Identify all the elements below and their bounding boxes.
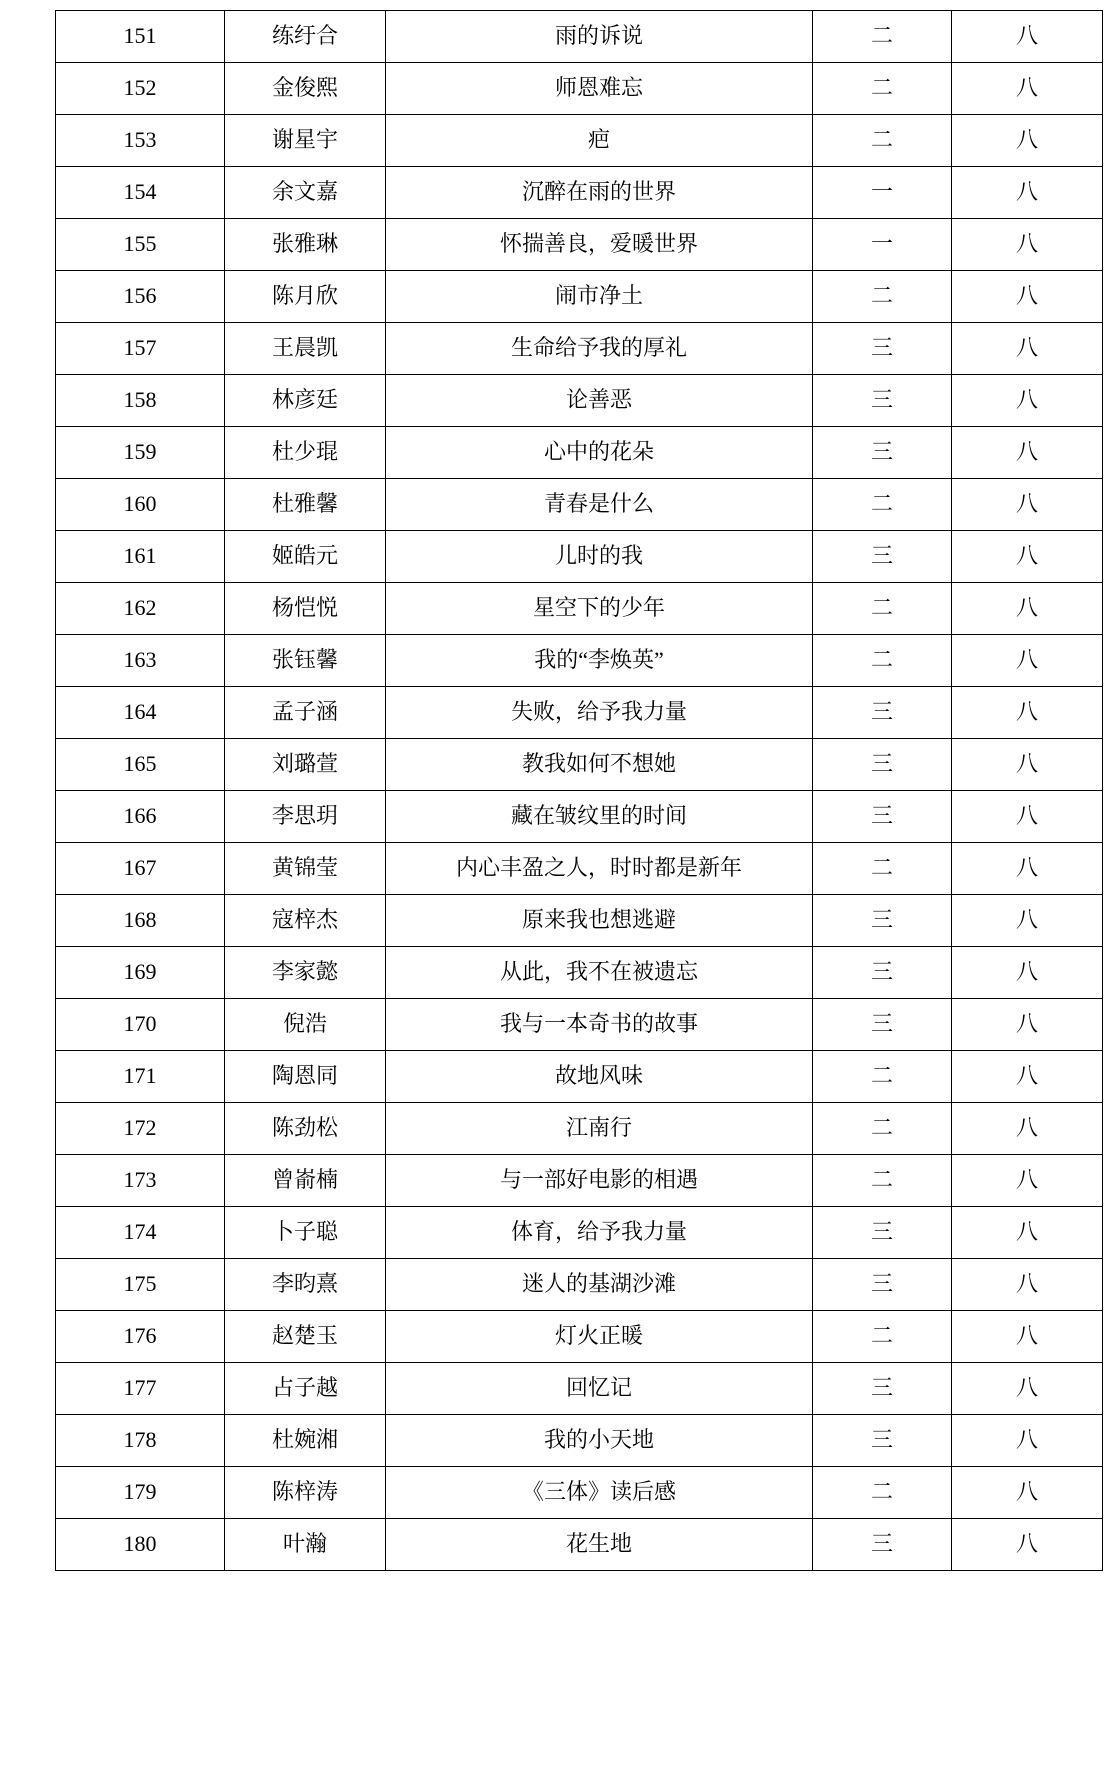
cell-class: 八 <box>952 11 1103 63</box>
cell-name: 杨恺悦 <box>225 583 386 635</box>
cell-title: 失败，给予我力量 <box>386 687 813 739</box>
cell-grade: 三 <box>813 323 952 375</box>
cell-class: 八 <box>952 1051 1103 1103</box>
cell-class: 八 <box>952 895 1103 947</box>
cell-title: 与一部好电影的相遇 <box>386 1155 813 1207</box>
cell-class: 八 <box>952 791 1103 843</box>
cell-no: 176 <box>56 1311 225 1363</box>
cell-name: 陶恩同 <box>225 1051 386 1103</box>
cell-title: 闹市净土 <box>386 271 813 323</box>
cell-class: 八 <box>952 1259 1103 1311</box>
table-row <box>56 583 1103 635</box>
cell-name: 李家懿 <box>225 947 386 999</box>
cell-name: 李思玥 <box>225 791 386 843</box>
cell-title: 师恩难忘 <box>386 63 813 115</box>
cell-name: 叶瀚 <box>225 1519 386 1571</box>
cell-grade: 三 <box>813 375 952 427</box>
table-row <box>56 63 1103 115</box>
table-row <box>56 1155 1103 1207</box>
cell-name: 陈劲松 <box>225 1103 386 1155</box>
cell-no: 177 <box>56 1363 225 1415</box>
cell-title: 迷人的基湖沙滩 <box>386 1259 813 1311</box>
cell-no: 159 <box>56 427 225 479</box>
cell-grade: 三 <box>813 947 952 999</box>
cell-grade: 一 <box>813 167 952 219</box>
cell-grade: 三 <box>813 1207 952 1259</box>
cell-name: 占子越 <box>225 1363 386 1415</box>
cell-class: 八 <box>952 947 1103 999</box>
cell-no: 156 <box>56 271 225 323</box>
cell-title: 内心丰盈之人，时时都是新年 <box>386 843 813 895</box>
table-row <box>56 687 1103 739</box>
table-row <box>56 479 1103 531</box>
cell-class: 八 <box>952 1155 1103 1207</box>
table-row <box>56 1311 1103 1363</box>
table-row <box>56 1415 1103 1467</box>
cell-class: 八 <box>952 479 1103 531</box>
cell-title: 我的“李焕英” <box>386 635 813 687</box>
cell-title: 青春是什么 <box>386 479 813 531</box>
table-row <box>56 427 1103 479</box>
table-row <box>56 895 1103 947</box>
cell-class: 八 <box>952 375 1103 427</box>
cell-name: 练纡合 <box>225 11 386 63</box>
cell-no: 170 <box>56 999 225 1051</box>
cell-name: 赵楚玉 <box>225 1311 386 1363</box>
cell-no: 178 <box>56 1415 225 1467</box>
cell-class: 八 <box>952 1103 1103 1155</box>
cell-grade: 三 <box>813 1415 952 1467</box>
cell-no: 160 <box>56 479 225 531</box>
cell-name: 姬皓元 <box>225 531 386 583</box>
table-row <box>56 115 1103 167</box>
cell-name: 刘璐萱 <box>225 739 386 791</box>
roster-table-body <box>56 11 1103 1571</box>
cell-title: 我的小天地 <box>386 1415 813 1467</box>
cell-no: 152 <box>56 63 225 115</box>
cell-class: 八 <box>952 219 1103 271</box>
cell-title: 灯火正暖 <box>386 1311 813 1363</box>
cell-no: 179 <box>56 1467 225 1519</box>
cell-title: 我与一本奇书的故事 <box>386 999 813 1051</box>
cell-class: 八 <box>952 999 1103 1051</box>
cell-grade: 二 <box>813 63 952 115</box>
cell-title: 从此，我不在被遗忘 <box>386 947 813 999</box>
table-row <box>56 1519 1103 1571</box>
cell-class: 八 <box>952 323 1103 375</box>
cell-title: 沉醉在雨的世界 <box>386 167 813 219</box>
cell-title: 星空下的少年 <box>386 583 813 635</box>
cell-grade: 三 <box>813 999 952 1051</box>
cell-name: 余文嘉 <box>225 167 386 219</box>
table-row <box>56 635 1103 687</box>
cell-grade: 三 <box>813 687 952 739</box>
cell-title: 故地风味 <box>386 1051 813 1103</box>
table-row <box>56 167 1103 219</box>
table-row <box>56 11 1103 63</box>
roster-table <box>55 10 1103 1571</box>
table-row <box>56 999 1103 1051</box>
cell-class: 八 <box>952 271 1103 323</box>
cell-class: 八 <box>952 1311 1103 1363</box>
cell-title: 体育，给予我力量 <box>386 1207 813 1259</box>
table-row <box>56 791 1103 843</box>
table-row <box>56 739 1103 791</box>
cell-name: 杜婉湘 <box>225 1415 386 1467</box>
cell-grade: 二 <box>813 1467 952 1519</box>
cell-no: 175 <box>56 1259 225 1311</box>
cell-grade: 二 <box>813 1311 952 1363</box>
cell-title: 心中的花朵 <box>386 427 813 479</box>
cell-title: 怀揣善良，爱暖世界 <box>386 219 813 271</box>
cell-class: 八 <box>952 583 1103 635</box>
cell-name: 寇梓杰 <box>225 895 386 947</box>
cell-no: 173 <box>56 1155 225 1207</box>
cell-title: 《三体》读后感 <box>386 1467 813 1519</box>
cell-no: 154 <box>56 167 225 219</box>
cell-grade: 二 <box>813 1103 952 1155</box>
cell-name: 曾嵛楠 <box>225 1155 386 1207</box>
cell-grade: 二 <box>813 1051 952 1103</box>
cell-no: 167 <box>56 843 225 895</box>
table-row <box>56 219 1103 271</box>
cell-name: 林彦廷 <box>225 375 386 427</box>
cell-grade: 二 <box>813 271 952 323</box>
cell-class: 八 <box>952 531 1103 583</box>
cell-name: 金俊熙 <box>225 63 386 115</box>
cell-grade: 二 <box>813 479 952 531</box>
cell-name: 倪浩 <box>225 999 386 1051</box>
cell-class: 八 <box>952 687 1103 739</box>
cell-grade: 一 <box>813 219 952 271</box>
cell-grade: 二 <box>813 1155 952 1207</box>
cell-grade: 三 <box>813 1259 952 1311</box>
cell-no: 171 <box>56 1051 225 1103</box>
cell-title: 儿时的我 <box>386 531 813 583</box>
cell-grade: 二 <box>813 115 952 167</box>
cell-class: 八 <box>952 635 1103 687</box>
cell-no: 155 <box>56 219 225 271</box>
cell-class: 八 <box>952 115 1103 167</box>
cell-no: 163 <box>56 635 225 687</box>
cell-no: 165 <box>56 739 225 791</box>
cell-class: 八 <box>952 739 1103 791</box>
cell-name: 杜雅馨 <box>225 479 386 531</box>
cell-title: 藏在皱纹里的时间 <box>386 791 813 843</box>
cell-grade: 三 <box>813 531 952 583</box>
cell-no: 158 <box>56 375 225 427</box>
cell-name: 张钰馨 <box>225 635 386 687</box>
cell-title: 雨的诉说 <box>386 11 813 63</box>
cell-grade: 三 <box>813 739 952 791</box>
cell-name: 陈月欣 <box>225 271 386 323</box>
cell-grade: 三 <box>813 895 952 947</box>
cell-class: 八 <box>952 1415 1103 1467</box>
cell-title: 回忆记 <box>386 1363 813 1415</box>
table-row <box>56 1363 1103 1415</box>
cell-name: 张雅琳 <box>225 219 386 271</box>
cell-title: 原来我也想逃避 <box>386 895 813 947</box>
cell-no: 168 <box>56 895 225 947</box>
cell-no: 166 <box>56 791 225 843</box>
table-row <box>56 375 1103 427</box>
cell-no: 180 <box>56 1519 225 1571</box>
cell-no: 174 <box>56 1207 225 1259</box>
table-row <box>56 323 1103 375</box>
cell-title: 江南行 <box>386 1103 813 1155</box>
table-row <box>56 1207 1103 1259</box>
table-row <box>56 1051 1103 1103</box>
cell-grade: 三 <box>813 1363 952 1415</box>
cell-class: 八 <box>952 1519 1103 1571</box>
cell-title: 教我如何不想她 <box>386 739 813 791</box>
cell-name: 孟子涵 <box>225 687 386 739</box>
cell-class: 八 <box>952 63 1103 115</box>
cell-grade: 二 <box>813 11 952 63</box>
table-row <box>56 1467 1103 1519</box>
cell-name: 王晨凯 <box>225 323 386 375</box>
table-row <box>56 271 1103 323</box>
cell-grade: 二 <box>813 843 952 895</box>
cell-no: 151 <box>56 11 225 63</box>
cell-name: 陈梓涛 <box>225 1467 386 1519</box>
table-row <box>56 531 1103 583</box>
cell-no: 162 <box>56 583 225 635</box>
cell-no: 157 <box>56 323 225 375</box>
cell-name: 谢星宇 <box>225 115 386 167</box>
cell-title: 生命给予我的厚礼 <box>386 323 813 375</box>
cell-class: 八 <box>952 167 1103 219</box>
cell-name: 卜子聪 <box>225 1207 386 1259</box>
cell-name: 李昀熹 <box>225 1259 386 1311</box>
table-row <box>56 947 1103 999</box>
cell-name: 杜少琨 <box>225 427 386 479</box>
cell-grade: 二 <box>813 635 952 687</box>
cell-grade: 三 <box>813 427 952 479</box>
cell-class: 八 <box>952 843 1103 895</box>
cell-no: 153 <box>56 115 225 167</box>
table-row <box>56 1259 1103 1311</box>
cell-class: 八 <box>952 1467 1103 1519</box>
cell-grade: 二 <box>813 583 952 635</box>
table-row <box>56 843 1103 895</box>
cell-class: 八 <box>952 427 1103 479</box>
cell-title: 疤 <box>386 115 813 167</box>
cell-no: 161 <box>56 531 225 583</box>
cell-name: 黄锦莹 <box>225 843 386 895</box>
cell-grade: 三 <box>813 791 952 843</box>
cell-no: 172 <box>56 1103 225 1155</box>
cell-title: 论善恶 <box>386 375 813 427</box>
table-row <box>56 1103 1103 1155</box>
cell-no: 169 <box>56 947 225 999</box>
cell-title: 花生地 <box>386 1519 813 1571</box>
cell-class: 八 <box>952 1363 1103 1415</box>
cell-class: 八 <box>952 1207 1103 1259</box>
cell-no: 164 <box>56 687 225 739</box>
cell-grade: 三 <box>813 1519 952 1571</box>
